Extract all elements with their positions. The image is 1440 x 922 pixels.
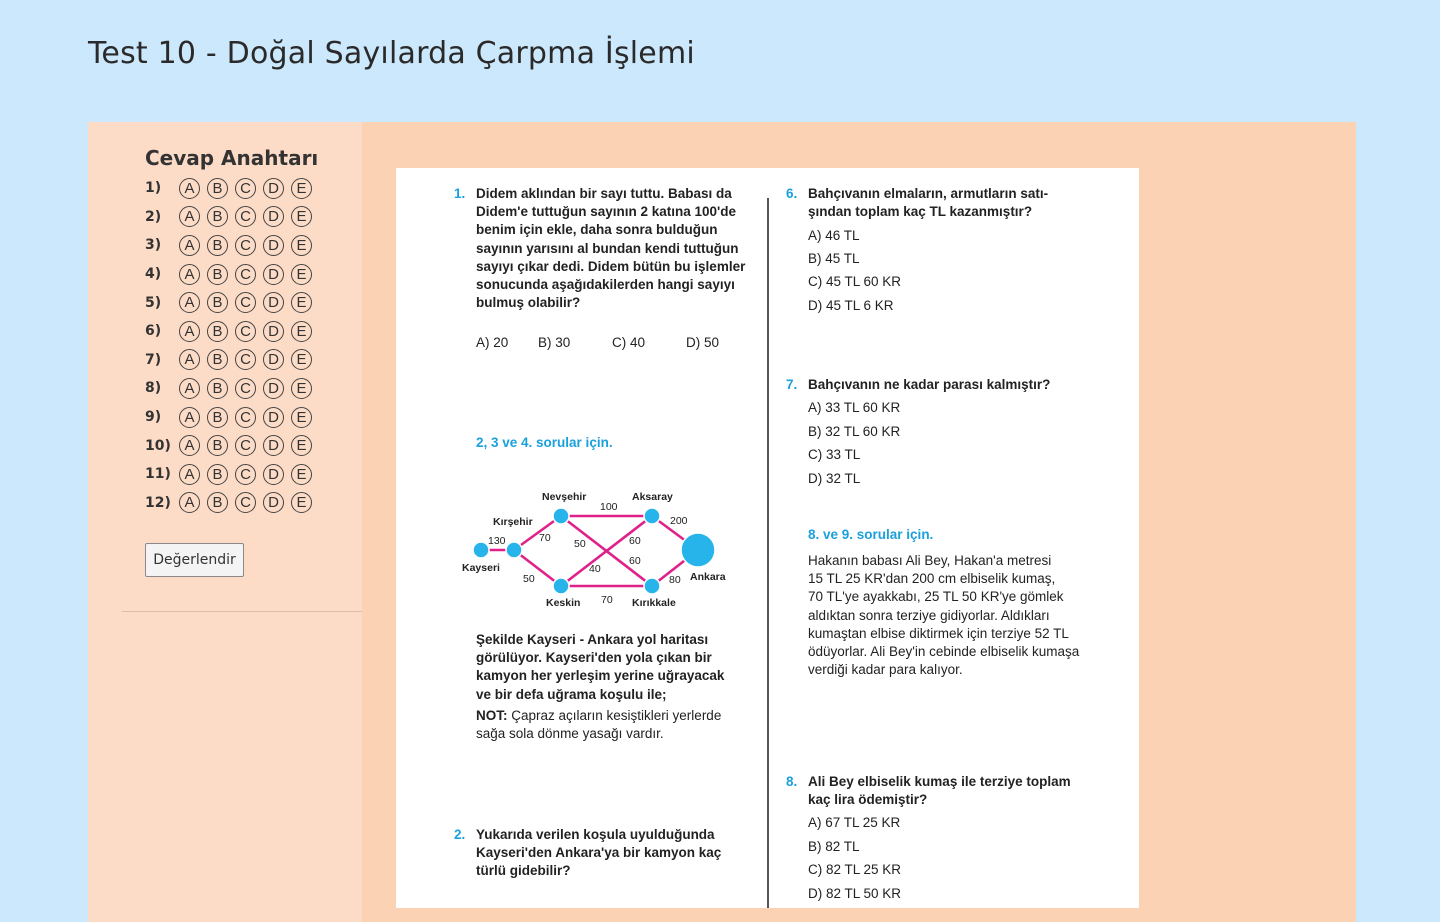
city-label: Keskin <box>546 597 581 609</box>
section-heading: 2, 3 ve 4. sorular için. <box>476 435 613 450</box>
answer-option-e[interactable]: E <box>291 321 312 342</box>
answer-option-a[interactable]: A <box>179 492 200 513</box>
answer-row <box>145 174 312 203</box>
question-1-text: Didem aklından bir sayı tuttu. Babası da Didem'e tuttuğun sayının 2 katına 100'de benim için ekle, daha sonra bulduğun sayının yarısını al bundan kendi tuttuğun sayıyı çıkar dedi. Didem bütün bu işlemler sonucunda aşağıdakilerden hangi sayıyı bulmuş olabilir? <box>476 186 746 311</box>
question-number: 7. <box>786 377 798 392</box>
answer-option-d[interactable]: D <box>263 264 284 285</box>
answer-row <box>145 203 312 232</box>
option-c: C) 82 TL 25 KR <box>808 862 902 877</box>
question-number-label: 11) <box>145 466 171 483</box>
question-number-label: 12) <box>145 494 171 511</box>
question-number: 8. <box>786 774 798 789</box>
answer-option-e[interactable]: E <box>291 349 312 370</box>
answer-option-d[interactable]: D <box>263 178 284 199</box>
distance-label: 60 <box>629 555 641 567</box>
answer-option-b[interactable]: B <box>207 349 228 370</box>
answer-row <box>145 317 312 346</box>
answer-option-d[interactable]: D <box>263 435 284 456</box>
answer-option-a[interactable]: A <box>179 178 200 199</box>
answer-option-c[interactable]: C <box>235 464 256 485</box>
answer-row <box>145 431 312 460</box>
answer-row <box>145 346 312 375</box>
option-d: D) 82 TL 50 KR <box>808 886 902 901</box>
distance-label: 70 <box>601 594 613 606</box>
distance-label: 130 <box>488 535 506 547</box>
answer-option-a[interactable]: A <box>179 264 200 285</box>
question-number-label: 9) <box>145 409 162 426</box>
answer-row <box>145 374 312 403</box>
column-divider <box>767 198 769 908</box>
city-node <box>473 542 489 558</box>
answer-option-e[interactable]: E <box>291 292 312 313</box>
answer-option-d[interactable]: D <box>263 321 284 342</box>
answer-option-b[interactable]: B <box>207 435 228 456</box>
section-heading: 8. ve 9. sorular için. <box>808 527 934 542</box>
option-b: B) 45 TL <box>808 251 860 266</box>
answer-option-e[interactable]: E <box>291 235 312 256</box>
test-document <box>396 168 1139 908</box>
sidebar-divider <box>122 611 362 612</box>
city-node <box>506 542 522 558</box>
answer-option-c[interactable]: C <box>235 407 256 428</box>
answer-option-c[interactable]: C <box>235 264 256 285</box>
answer-option-b[interactable]: B <box>207 321 228 342</box>
distance-label: 50 <box>574 538 586 550</box>
city-node-ankara <box>681 533 715 567</box>
answer-option-b[interactable]: B <box>207 178 228 199</box>
answer-option-a[interactable]: A <box>179 206 200 227</box>
answer-option-c[interactable]: C <box>235 435 256 456</box>
answer-option-b[interactable]: B <box>207 264 228 285</box>
distance-label: 50 <box>523 573 535 585</box>
city-node <box>553 578 569 594</box>
page-title: Test 10 - Doğal Sayılarda Çarpma İşlemi <box>88 36 695 71</box>
answer-option-a[interactable]: A <box>179 464 200 485</box>
answer-option-d[interactable]: D <box>263 378 284 399</box>
option-c: C) 40 <box>612 335 646 350</box>
answer-option-e[interactable]: E <box>291 407 312 428</box>
answer-option-b[interactable]: B <box>207 492 228 513</box>
answer-option-c[interactable]: C <box>235 235 256 256</box>
answer-option-e[interactable]: E <box>291 206 312 227</box>
answer-row <box>145 489 312 518</box>
distance-label: 60 <box>629 535 641 547</box>
answer-key-list <box>145 174 312 517</box>
question-number-label: 1) <box>145 180 162 197</box>
answer-option-b[interactable]: B <box>207 235 228 256</box>
option-d: D) 32 TL <box>808 471 861 486</box>
group-8-9-text: Hakanın babası Ali Bey, Hakan'a metresi 15 TL 25 KR'dan 200 cm elbiselik kumaş, 70 TL'ye ayakkabı, 25 TL 50 KR'ye gömlek aldıktan sonra terziye gidiyorlar. Aldıkları kumaştan elbise diktirmek için terziye 52 TL ödüyorlar. Ali Bey'in cebinde elbiselik kumaşa verdiği kadar para kalıyor. <box>808 553 1080 678</box>
city-label: Kırşehir <box>493 516 533 528</box>
question-number: 2. <box>454 827 466 842</box>
option-b: B) 30 <box>538 335 571 350</box>
answer-option-c[interactable]: C <box>235 206 256 227</box>
city-label: Nevşehir <box>542 491 587 503</box>
question-number-label: 7) <box>145 351 162 368</box>
answer-option-d[interactable]: D <box>263 292 284 313</box>
city-node <box>644 578 660 594</box>
answer-option-a[interactable]: A <box>179 292 200 313</box>
city-label: Kayseri <box>462 562 500 574</box>
question-number-label: 4) <box>145 266 162 283</box>
question-6-text: Bahçıvanın elmaların, armutların satı- şından toplam kaç TL kazanmıştır? <box>808 186 1049 220</box>
question-2-text: Yukarıda verilen koşula uyulduğunda Kayseri'den Ankara'ya bir kamyon kaç türlü gidebilir? <box>476 827 722 879</box>
answer-option-d[interactable]: D <box>263 206 284 227</box>
answer-option-e[interactable]: E <box>291 435 312 456</box>
answer-option-c[interactable]: C <box>235 321 256 342</box>
evaluate-button[interactable]: Değerlendir <box>145 543 244 577</box>
answer-option-b[interactable]: B <box>207 464 228 485</box>
question-number-label: 8) <box>145 380 162 397</box>
answer-option-b[interactable]: B <box>207 206 228 227</box>
city-label: Ankara <box>690 571 726 583</box>
answer-option-e[interactable]: E <box>291 178 312 199</box>
answer-option-e[interactable]: E <box>291 264 312 285</box>
city-label: Kırıkkale <box>632 597 676 609</box>
answer-row <box>145 260 312 289</box>
distance-label: 40 <box>589 563 601 575</box>
answer-row <box>145 403 312 432</box>
answer-option-d[interactable]: D <box>263 492 284 513</box>
answer-option-a[interactable]: A <box>179 235 200 256</box>
question-number-label: 2) <box>145 208 162 225</box>
answer-option-c[interactable]: C <box>235 492 256 513</box>
option-a: A) 46 TL <box>808 228 860 243</box>
answer-option-d[interactable]: D <box>263 349 284 370</box>
question-number-label: 3) <box>145 237 162 254</box>
answer-option-e[interactable]: E <box>291 492 312 513</box>
answer-option-a[interactable]: A <box>179 321 200 342</box>
distance-label: 100 <box>600 501 618 513</box>
road-map-diagram <box>456 486 756 616</box>
answer-option-c[interactable]: C <box>235 292 256 313</box>
city-node <box>553 508 569 524</box>
city-node <box>644 508 660 524</box>
distance-label: 80 <box>669 574 681 586</box>
option-b: B) 82 TL <box>808 839 860 854</box>
option-c: C) 45 TL 60 KR <box>808 274 902 289</box>
answer-row <box>145 288 312 317</box>
answer-option-c[interactable]: C <box>235 349 256 370</box>
question-8-text: Ali Bey elbiselik kumaş ile terziye toplam kaç lira ödemiştir? <box>808 774 1071 808</box>
answer-option-d[interactable]: D <box>263 235 284 256</box>
option-b: B) 32 TL 60 KR <box>808 424 901 439</box>
question-number: 6. <box>786 186 798 201</box>
answer-option-a[interactable]: A <box>179 378 200 399</box>
answer-option-e[interactable]: E <box>291 378 312 399</box>
answer-option-a[interactable]: A <box>179 349 200 370</box>
question-7-text: Bahçıvanın ne kadar parası kalmıştır? <box>808 377 1051 392</box>
group-intro-text: Şekilde Kayseri - Ankara yol haritası görülüyor. Kayseri'den yola çıkan bir kamyon her yerleşim yerine uğrayacak ve bir defa uğrama koşulu ile; <box>476 632 725 702</box>
answer-option-d[interactable]: D <box>263 464 284 485</box>
answer-option-b[interactable]: B <box>207 292 228 313</box>
answer-option-d[interactable]: D <box>263 407 284 428</box>
option-a: A) 33 TL 60 KR <box>808 400 901 415</box>
distance-label: 70 <box>539 532 551 544</box>
answer-key-title: Cevap Anahtarı <box>145 146 319 170</box>
option-d: D) 45 TL 6 KR <box>808 298 894 313</box>
city-label: Aksaray <box>632 491 673 503</box>
question-number: 1. <box>454 186 466 201</box>
answer-option-c[interactable]: C <box>235 178 256 199</box>
answer-option-e[interactable]: E <box>291 464 312 485</box>
option-a: A) 67 TL 25 KR <box>808 815 901 830</box>
answer-row <box>145 460 312 489</box>
answer-option-c[interactable]: C <box>235 378 256 399</box>
answer-row <box>145 231 312 260</box>
question-number-label: 5) <box>145 294 162 311</box>
answer-option-b[interactable]: B <box>207 378 228 399</box>
option-c: C) 33 TL <box>808 447 861 462</box>
note-text: NOT: Çapraz açıların kesiştikleri yerlerde sağa sola dönme yasağı vardır. <box>476 708 722 742</box>
question-number-label: 6) <box>145 323 162 340</box>
option-a: A) 20 <box>476 335 509 350</box>
answer-option-a[interactable]: A <box>179 435 200 456</box>
option-d: D) 50 <box>686 335 720 350</box>
distance-label: 200 <box>670 515 688 527</box>
answer-option-a[interactable]: A <box>179 407 200 428</box>
question-number-label: 10) <box>145 437 171 454</box>
answer-option-b[interactable]: B <box>207 407 228 428</box>
